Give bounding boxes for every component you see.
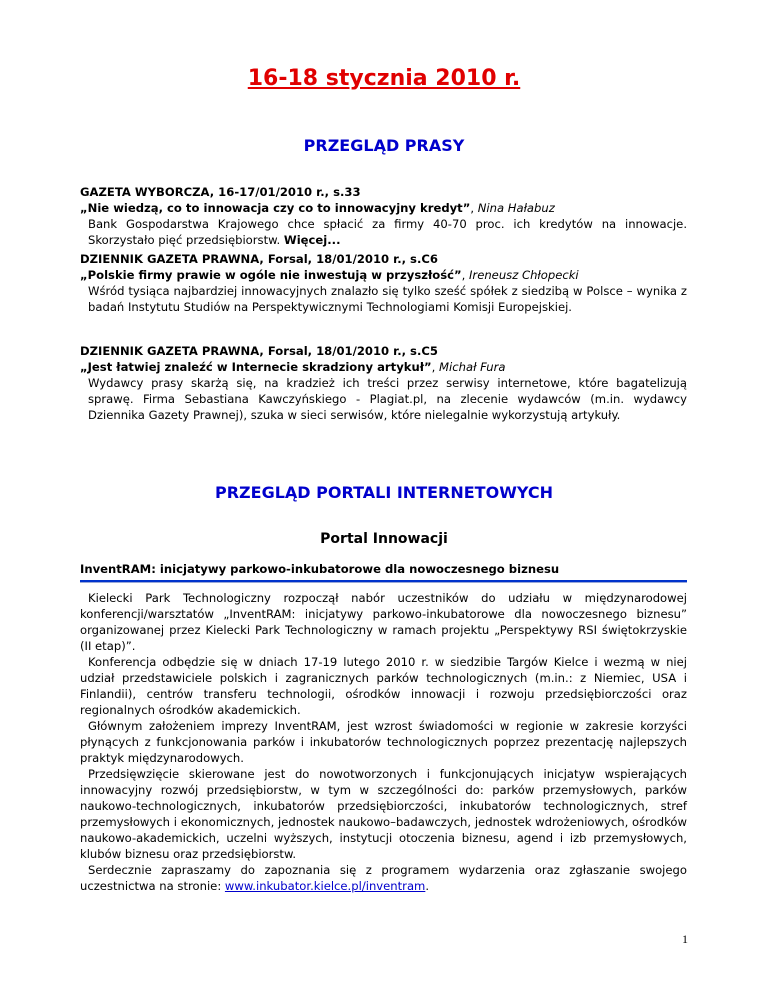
article-headline: „Polskie firmy prawie w ogóle nie inwestują w przyszłość” (80, 268, 462, 282)
portal-article-body (80, 590, 687, 894)
article-paragraph: Kielecki Park Technologiczny rozpoczął nabór uczestników do udziału w międzynarodowej konferencji/warsztatów „InventRAM: inicjatywy parkowo-inkubatorowe dla nowoczesnego biznesu” organizowanej przez Kielecki Park Technologiczny w ramach projektu „Perspektywy RSI świętokrzyskie (II etap)”. (80, 591, 687, 653)
article-paragraph: Konferencja odbędzie się w dniach 17-19 lutego 2010 r. w siedzibie Targów Kielce i wezmą w niej udział przedstawiciele polskich i zagranicznych parków technologicznych (m.in.: z Niemiec, USA i Finlandii), centrów transferu technologii, ośrodków innowacji i rozwoju przedsiębiorczości oraz regionalnych ośrodków akademickich. (80, 655, 687, 717)
article-lead (80, 216, 687, 248)
press-review-title: PRZEGLĄD PRASY (303, 136, 465, 155)
article-separator: , (431, 360, 440, 374)
article-lead-text: Bank Gospodarstwa Krajowego chce spłacić za firmy 40-70 proc. ich kredytów na innowacje. Skorzystało pięć przedsiębiorstw. (88, 217, 687, 247)
article-source: DZIENNIK GAZETA PRAWNA, Forsal, 18/01/2010 r., s.C5 (80, 344, 438, 358)
article-author: Michał Fura (439, 360, 506, 374)
article-author: Ireneusz Chłopecki (469, 268, 579, 282)
article-lead: Wśród tysiąca najbardziej innowacyjnych znalazło się tylko sześć spółek z siedzibą w Polsce – wynika z badań Instytutu Studiów na Perspektywicznymi Technologiami Komisji Europejskiej. (88, 284, 687, 314)
portal-name: Portal Innowacji (320, 531, 448, 547)
title-rule (80, 580, 687, 583)
article-headline: „Jest łatwiej znaleźć w Internecie skradziony artykuł” (80, 360, 432, 374)
date-title: 16-18 stycznia 2010 r. (247, 66, 521, 91)
article-lead: Wydawcy prasy skarżą się, na kradzież ich treści przez serwisy internetowe, które bagatelizują sprawę. Firma Sebastiana Kawczyńskiego - Plagiat.pl, na zlecenie wydawców (m.in. wydawcy Dziennika Gazety Prawnej), szuka w sieci serwisów, które nielegalnie wykorzystują artykuły. (88, 376, 687, 422)
article-separator: , (461, 268, 470, 282)
more-link[interactable]: Więcej... (283, 233, 341, 247)
portal-article-title: InventRAM: inicjatywy parkowo-inkubatorowe dla nowoczesnego biznesu (80, 562, 560, 576)
press-article (80, 251, 687, 315)
article-closing-paragraph (80, 862, 687, 894)
article-separator: , (470, 201, 478, 215)
article-author: Nina Hałabuz (477, 201, 555, 215)
press-article (80, 184, 687, 248)
closing-text: Serdecznie zapraszamy do zapoznania się z programem wydarzenia oraz zgłaszanie swojego uczestnictwa na stronie: (80, 863, 687, 893)
article-source: DZIENNIK GAZETA PRAWNA, Forsal, 18/01/2010 r., s.C6 (80, 252, 438, 266)
portals-review-title: PRZEGLĄD PORTALI INTERNETOWYCH (215, 483, 553, 502)
press-article (80, 343, 687, 423)
article-headline: „Nie wiedzą, co to innowacja czy co to innowacyjny kredyt” (80, 201, 471, 215)
article-source: GAZETA WYBORCZA, 16-17/01/2010 r., s.33 (80, 185, 361, 199)
article-paragraph: Głównym założeniem imprezy InventRAM, jest wzrost świadomości w regionie w zakresie korzyści płynących z funkcjonowania parków i inkubatorów technologicznych poprzez prezentację najlepszych praktyk międzynarodowych. (80, 719, 687, 765)
inventram-link[interactable]: www.inkubator.kielce.pl/inventram (224, 879, 426, 893)
article-paragraph: Przedsięwzięcie skierowane jest do nowotworzonych i funkcjonujących inicjatyw wspierających innowacyjny rozwój przedsiębiorstw, w tym w szczególności do: parków przemysłowych, parków naukowo-technologicznych, inkubatorów przedsiębiorczości, inkubatorów technologicznych, stref przemysłowych i ekonomicznych, jednostek naukowo–badawczych, jednostek wdrożeniowych, ośrodków naukowo-akademickich, uczelni wyższych, instytucji otoczenia biznesu, agend i izb przemysłowych, klubów biznesu oraz przedsiębiorstw. (80, 767, 687, 861)
page-number: 1 (682, 932, 688, 946)
closing-period: . (425, 879, 430, 893)
